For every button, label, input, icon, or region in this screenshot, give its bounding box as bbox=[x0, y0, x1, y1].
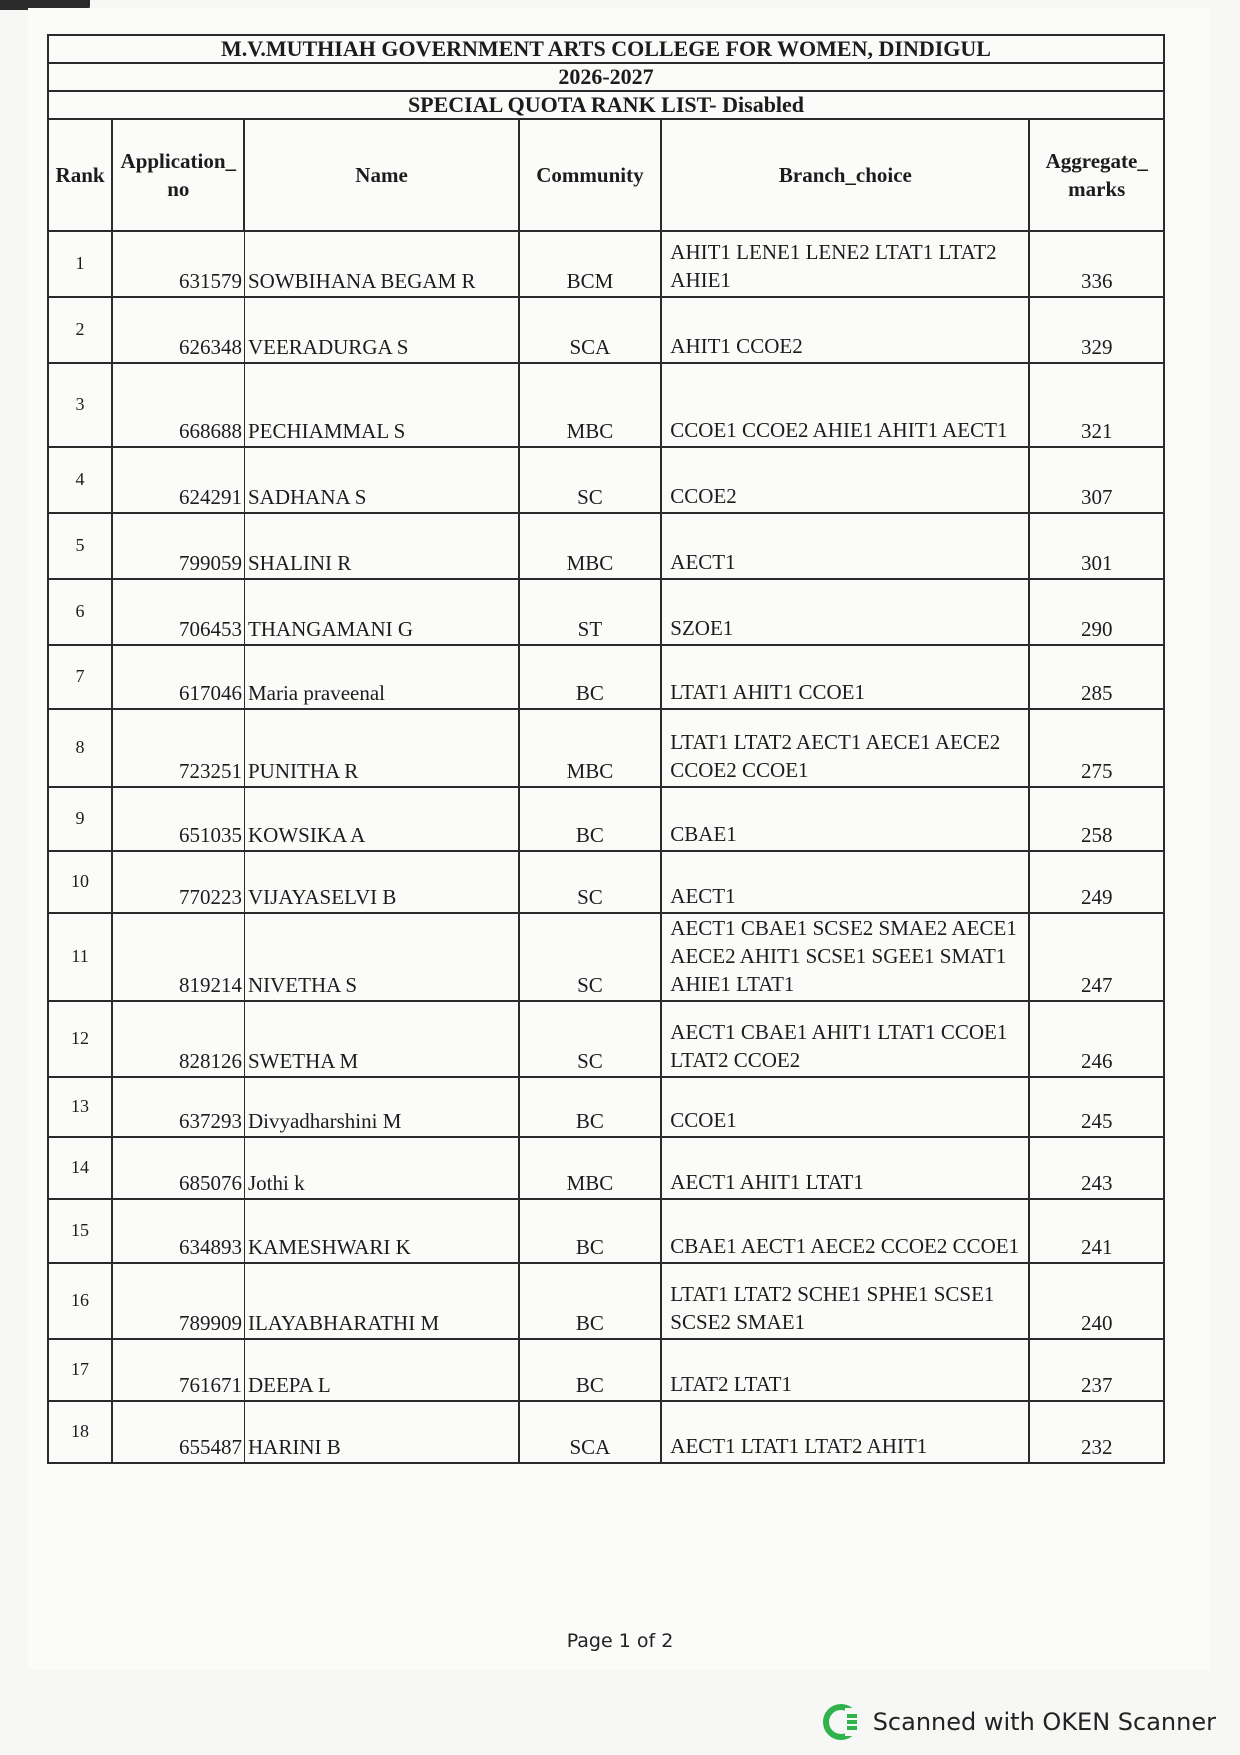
branch-choice-cell: LTAT2 LTAT1 bbox=[661, 1339, 1029, 1401]
page-number: Page 1 of 2 bbox=[566, 1630, 674, 1652]
table-row bbox=[48, 579, 1164, 645]
application-no-header: Application_ no bbox=[112, 119, 244, 231]
community-cell: BC bbox=[519, 1339, 662, 1401]
application-no-cell: 799059 bbox=[112, 513, 244, 579]
aggregate-marks-cell: 245 bbox=[1029, 1077, 1164, 1137]
scanner-watermark bbox=[821, 1702, 1216, 1742]
aggregate-marks-cell: 321 bbox=[1029, 363, 1164, 447]
branch-choice-cell: AECT1 CBAE1 SCSE2 SMAE2 AECE1 AECE2 AHIT1 SCSE1 SGEE1 SMAT1 AHIE1 LTAT1 bbox=[661, 913, 1029, 1001]
table-row bbox=[48, 1339, 1164, 1401]
name-cell: VIJAYASELVI B bbox=[244, 851, 518, 913]
community-cell: SCA bbox=[519, 1401, 662, 1463]
list-title: SPECIAL QUOTA RANK LIST- Disabled bbox=[48, 91, 1164, 119]
community-cell: BC bbox=[519, 645, 662, 709]
rank-cell: 8 bbox=[48, 709, 112, 787]
branch-choice-cell: AHIT1 LENE1 LENE2 LTAT1 LTAT2 AHIE1 bbox=[661, 231, 1029, 297]
table-row bbox=[48, 363, 1164, 447]
application-no-cell: 706453 bbox=[112, 579, 244, 645]
table-row bbox=[48, 1001, 1164, 1077]
branch-choice-cell: CCOE1 bbox=[661, 1077, 1029, 1137]
aggregate-marks-cell: 258 bbox=[1029, 787, 1164, 851]
community-cell: SCA bbox=[519, 297, 662, 363]
name-cell: KOWSIKA A bbox=[244, 787, 518, 851]
aggregate-marks-cell: 232 bbox=[1029, 1401, 1164, 1463]
community-cell: SC bbox=[519, 1001, 662, 1077]
community-cell: BCM bbox=[519, 231, 662, 297]
community-cell: SC bbox=[519, 913, 662, 1001]
rank-cell: 7 bbox=[48, 645, 112, 709]
name-cell: ILAYABHARATHI M bbox=[244, 1263, 518, 1339]
rank-cell: 12 bbox=[48, 1001, 112, 1077]
branch-choice-cell: SZOE1 bbox=[661, 579, 1029, 645]
community-cell: BC bbox=[519, 1263, 662, 1339]
name-cell: VEERADURGA S bbox=[244, 297, 518, 363]
rank-cell: 17 bbox=[48, 1339, 112, 1401]
aggregate-marks-cell: 290 bbox=[1029, 579, 1164, 645]
name-cell: Jothi k bbox=[244, 1137, 518, 1199]
name-header: Name bbox=[244, 119, 518, 231]
community-cell: BC bbox=[519, 1199, 662, 1263]
name-cell: PECHIAMMAL S bbox=[244, 363, 518, 447]
oken-scanner-logo-icon bbox=[821, 1702, 861, 1742]
rank-cell: 4 bbox=[48, 447, 112, 513]
table-row bbox=[48, 1137, 1164, 1199]
rank-cell: 2 bbox=[48, 297, 112, 363]
table-row bbox=[48, 787, 1164, 851]
application-no-cell: 631579 bbox=[112, 231, 244, 297]
community-cell: MBC bbox=[519, 1137, 662, 1199]
application-no-cell: 770223 bbox=[112, 851, 244, 913]
rank-header: Rank bbox=[48, 119, 112, 231]
branch-choice-cell: CBAE1 AECT1 AECE2 CCOE2 CCOE1 bbox=[661, 1199, 1029, 1263]
community-cell: ST bbox=[519, 579, 662, 645]
rank-cell: 16 bbox=[48, 1263, 112, 1339]
rank-cell: 15 bbox=[48, 1199, 112, 1263]
application-no-cell: 761671 bbox=[112, 1339, 244, 1401]
community-cell: SC bbox=[519, 447, 662, 513]
application-no-cell: 617046 bbox=[112, 645, 244, 709]
aggregate-marks-cell: 243 bbox=[1029, 1137, 1164, 1199]
branch-choice-cell: AECT1 bbox=[661, 513, 1029, 579]
application-no-cell: 624291 bbox=[112, 447, 244, 513]
rank-cell: 6 bbox=[48, 579, 112, 645]
rank-cell: 13 bbox=[48, 1077, 112, 1137]
application-no-cell: 723251 bbox=[112, 709, 244, 787]
aggregate-marks-cell: 247 bbox=[1029, 913, 1164, 1001]
rank-cell: 9 bbox=[48, 787, 112, 851]
college-name: M.V.MUTHIAH GOVERNMENT ARTS COLLEGE FOR WOMEN, DINDIGUL bbox=[48, 35, 1164, 63]
name-cell: PUNITHA R bbox=[244, 709, 518, 787]
community-cell: BC bbox=[519, 787, 662, 851]
aggregate-marks-header: Aggregate_ marks bbox=[1029, 119, 1164, 231]
rank-cell: 10 bbox=[48, 851, 112, 913]
application-no-cell: 828126 bbox=[112, 1001, 244, 1077]
community-cell: MBC bbox=[519, 709, 662, 787]
community-cell: MBC bbox=[519, 363, 662, 447]
table-row bbox=[48, 913, 1164, 1001]
name-cell: Maria praveenal bbox=[244, 645, 518, 709]
aggregate-marks-cell: 249 bbox=[1029, 851, 1164, 913]
aggregate-marks-cell: 241 bbox=[1029, 1199, 1164, 1263]
name-cell: KAMESHWARI K bbox=[244, 1199, 518, 1263]
rank-cell: 11 bbox=[48, 913, 112, 1001]
name-cell: THANGAMANI G bbox=[244, 579, 518, 645]
aggregate-marks-cell: 275 bbox=[1029, 709, 1164, 787]
aggregate-marks-cell: 329 bbox=[1029, 297, 1164, 363]
application-no-cell: 668688 bbox=[112, 363, 244, 447]
branch-choice-cell: AECT1 LTAT1 LTAT2 AHIT1 bbox=[661, 1401, 1029, 1463]
application-no-cell: 655487 bbox=[112, 1401, 244, 1463]
table-row bbox=[48, 1401, 1164, 1463]
table-row bbox=[48, 1077, 1164, 1137]
aggregate-marks-cell: 301 bbox=[1029, 513, 1164, 579]
branch-choice-cell: CCOE1 CCOE2 AHIE1 AHIT1 AECT1 bbox=[661, 363, 1029, 447]
community-cell: SC bbox=[519, 851, 662, 913]
branch-choice-cell: CCOE2 bbox=[661, 447, 1029, 513]
aggregate-marks-cell: 307 bbox=[1029, 447, 1164, 513]
rank-cell: 1 bbox=[48, 231, 112, 297]
branch-choice-cell: LTAT1 LTAT2 SCHE1 SPHE1 SCSE1 SCSE2 SMAE1 bbox=[661, 1263, 1029, 1339]
aggregate-marks-cell: 285 bbox=[1029, 645, 1164, 709]
branch-choice-header: Branch_choice bbox=[661, 119, 1029, 231]
table-row bbox=[48, 645, 1164, 709]
name-cell: SADHANA S bbox=[244, 447, 518, 513]
table-row bbox=[48, 297, 1164, 363]
name-cell: SWETHA M bbox=[244, 1001, 518, 1077]
name-cell: HARINI B bbox=[244, 1401, 518, 1463]
table-row bbox=[48, 231, 1164, 297]
application-no-cell: 634893 bbox=[112, 1199, 244, 1263]
name-cell: NIVETHA S bbox=[244, 913, 518, 1001]
aggregate-marks-cell: 246 bbox=[1029, 1001, 1164, 1077]
rank-cell: 14 bbox=[48, 1137, 112, 1199]
academic-year: 2026-2027 bbox=[48, 63, 1164, 91]
name-cell: DEEPA L bbox=[244, 1339, 518, 1401]
community-cell: MBC bbox=[519, 513, 662, 579]
name-cell: SOWBIHANA BEGAM R bbox=[244, 231, 518, 297]
application-no-cell: 626348 bbox=[112, 297, 244, 363]
table-row bbox=[48, 851, 1164, 913]
scanner-label: Scanned with OKEN Scanner bbox=[872, 1708, 1216, 1736]
rank-list-body bbox=[48, 231, 1164, 1463]
aggregate-marks-cell: 240 bbox=[1029, 1263, 1164, 1339]
table-row bbox=[48, 1199, 1164, 1263]
rank-list-document bbox=[47, 34, 1165, 1464]
application-no-cell: 819214 bbox=[112, 913, 244, 1001]
application-no-cell: 637293 bbox=[112, 1077, 244, 1137]
community-header: Community bbox=[519, 119, 662, 231]
branch-choice-cell: CBAE1 bbox=[661, 787, 1029, 851]
application-no-cell: 685076 bbox=[112, 1137, 244, 1199]
branch-choice-cell: AECT1 bbox=[661, 851, 1029, 913]
rank-cell: 18 bbox=[48, 1401, 112, 1463]
table-row bbox=[48, 447, 1164, 513]
rank-cell: 5 bbox=[48, 513, 112, 579]
table-row bbox=[48, 513, 1164, 579]
aggregate-marks-cell: 237 bbox=[1029, 1339, 1164, 1401]
name-cell: Divyadharshini M bbox=[244, 1077, 518, 1137]
aggregate-marks-cell: 336 bbox=[1029, 231, 1164, 297]
rank-cell: 3 bbox=[48, 363, 112, 447]
branch-choice-cell: AHIT1 CCOE2 bbox=[661, 297, 1029, 363]
table-row bbox=[48, 1263, 1164, 1339]
branch-choice-cell: AECT1 CBAE1 AHIT1 LTAT1 CCOE1 LTAT2 CCOE2 bbox=[661, 1001, 1029, 1077]
rank-list-table bbox=[47, 34, 1165, 1464]
name-cell: SHALINI R bbox=[244, 513, 518, 579]
community-cell: BC bbox=[519, 1077, 662, 1137]
branch-choice-cell: AECT1 AHIT1 LTAT1 bbox=[661, 1137, 1029, 1199]
branch-choice-cell: LTAT1 AHIT1 CCOE1 bbox=[661, 645, 1029, 709]
application-no-cell: 789909 bbox=[112, 1263, 244, 1339]
table-row bbox=[48, 709, 1164, 787]
branch-choice-cell: LTAT1 LTAT2 AECT1 AECE1 AECE2 CCOE2 CCOE1 bbox=[661, 709, 1029, 787]
application-no-cell: 651035 bbox=[112, 787, 244, 851]
